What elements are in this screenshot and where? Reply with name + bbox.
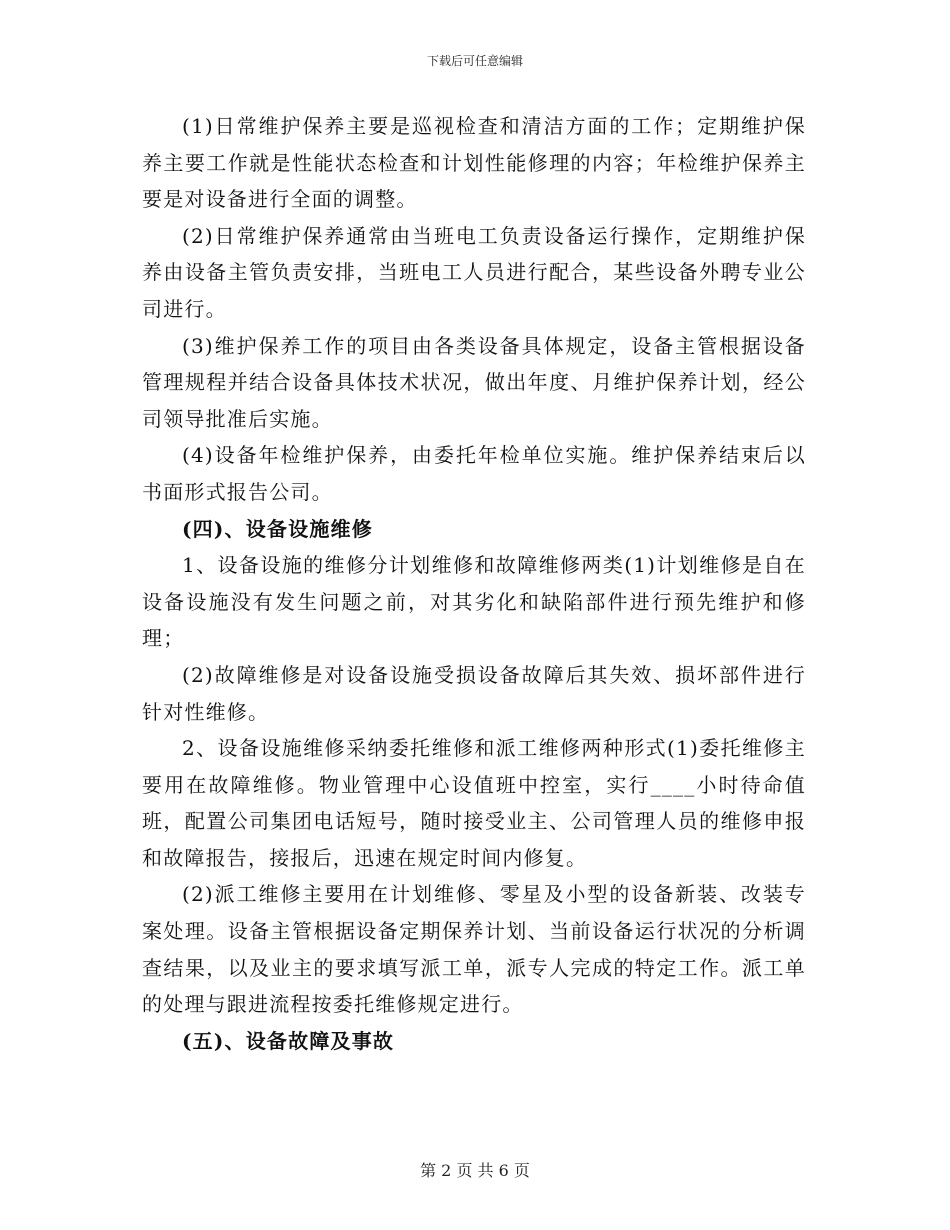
paragraph-2: (2)日常维护保养通常由当班电工负责设备运行操作，定期维护保养由设备主管负责安排，当班电工人员进行配合，某些设备外聘专业公司进行。 <box>142 223 806 321</box>
paragraph-4: (4)设备年检维护保养，由委托年检单位实施。维护保养结束后以书面形式报告公司。 <box>142 443 806 504</box>
section-heading-4: (四)、设备设施维修 <box>182 516 373 541</box>
section-heading-5: (五)、设备故障及事故 <box>182 1028 395 1053</box>
paragraph-7: 2、设备设施维修采纳委托维修和派工维修两种形式(1)委托维修主要用在故障维修。物业管理中心设值班中控室，实行____小时待命值班，配置公司集团电话短号，随时接受业主、公司管理人员的维修申报和故障报告，接报后，迅速在规定时间内修复。 <box>142 736 806 870</box>
paragraph-5: 1、设备设施的维修分计划维修和故障维修两类(1)计划维修是自在设备设施没有发生问题之前，对其劣化和缺陷部件进行预先维护和修理； <box>142 553 806 651</box>
paragraph-8: (2)派工维修主要用在计划维修、零星及小型的设备新装、改装专案处理。设备主管根据设备定期保养计划、当前设备运行状况的分析调查结果，以及业主的要求填写派工单，派专人完成的特定工作。派工单的处理与跟进流程按委托维修规定进行。 <box>142 882 806 1017</box>
paragraph-3: (3)维护保养工作的项目由各类设备具体规定，设备主管根据设备管理规程并结合设备具体技术状况，做出年度、月维护保养计划，经公司领导批准后实施。 <box>142 333 806 431</box>
paragraph-1: (1)日常维护保养主要是巡视检查和清洁方面的工作；定期维护保养主要工作就是性能状态检查和计划性能修理的内容；年检维护保养主要是对设备进行全面的调整。 <box>142 114 806 212</box>
page-footer: 第 2 页 共 6 页 <box>420 1161 530 1180</box>
paragraph-6: (2)故障维修是对设备设施受损设备故障后其失效、损坏部件进行针对性维修。 <box>142 662 806 724</box>
page-header: 下载后可任意编辑 <box>426 54 523 68</box>
document-body <box>142 108 806 1059</box>
